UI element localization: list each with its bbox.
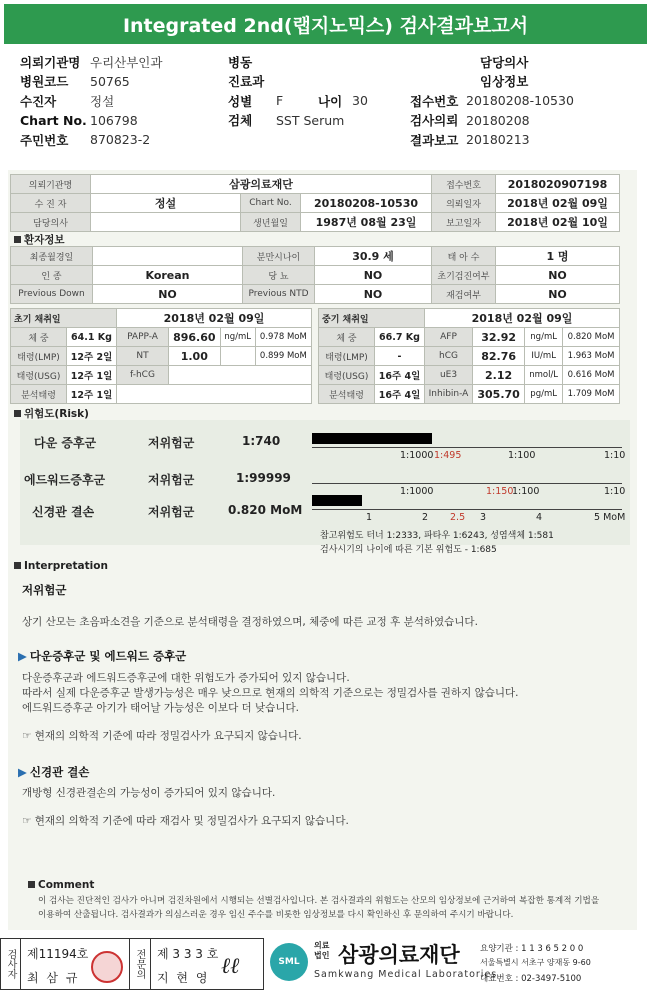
sex-value: F [276,93,284,109]
comment-title: Comment [28,879,94,891]
chart-no: 20180208-10530 [301,194,432,213]
header-label: 접수번호 [410,93,459,109]
risk-value: 0.820 MoM [228,503,303,517]
cell-label: 담당의사 [11,213,91,232]
risk-name: 다운 증후군 [34,436,97,450]
header-label: 의뢰기관명 [20,54,81,70]
cell-label: 보고일자 [432,213,496,232]
ntd-note: ☞ 현재의 의학적 기준에 따라 재검사 및 정밀검사가 요구되지 않습니다. [22,815,349,827]
reference-risk: 참고위험도 터너 1:2333, 파타우 1:6243, 성염색체 1:581 [320,531,554,541]
down-section-head: ▶ 다운증후군 및 에드워드 증후군 [18,649,187,663]
org-name: 삼광의료재단 [338,943,460,967]
header-label: 검사의뢰 [410,113,459,129]
signature: ℓℓ [221,954,240,979]
risk-name: 에드워드증후군 [24,473,106,487]
report-footer: 검사자 제11194호 최 삼 규 전문의 제 3 3 3 호 지 현 영 ℓℓ SML 의료법인 삼광의료재단 Samkwang Medical Laboratories 요양기관 : 1 1 3 6 5 2 0 0 서울특별시 서초구 양재동 9-60 대표번호 : 02-3497-5100 [0,935,651,993]
lab-logo: SML [270,943,308,981]
header-label: 병동 [228,54,253,70]
cell-label: 생년월일 [241,213,301,232]
risk-level: 저위험군 [148,505,195,519]
header-value: 50765 [90,73,130,89]
header-label: 주민번호 [20,132,69,148]
technician-name: 최 삼 규 [27,971,80,985]
header-value: 우리산부인과 [90,54,163,70]
risk-level: 저위험군 [148,473,195,487]
ntd-section-head: ▶ 신경관 결손 [18,765,90,779]
down-note: ☞ 현재의 의학적 기준에 따라 정밀검사가 요구되지 않습니다. [22,730,302,742]
birth-date: 1987년 08월 23일 [301,213,432,232]
cell-label: 수 진 자 [11,194,91,213]
specimen-value: SST Serum [276,112,345,128]
org-english-name: Samkwang Medical Laboratories [314,969,498,980]
patient-name: 정설 [91,194,241,213]
cell-label: 접수번호 [432,175,496,194]
risk-value: 1:99999 [236,471,291,485]
header-label: 결과보고 [410,132,459,148]
report-title: Integrated 2nd(랩지노믹스) 검사결과보고서 [4,4,647,44]
risk-level: 저위험군 [148,436,195,450]
receipt-number: 20180208-10530 [466,93,574,109]
doctor [91,213,241,232]
header-row [20,52,640,72]
header-label: 임상정보 [480,74,529,90]
first-trimester-table: 초기 채취일 2018년 02월 09일 체 중 64.1 Kg PAPP-A 896.60 ng/mL 0.978 MoM 태령(LMP) 12주 2일 NT 1.00 0.899 MoM 태령(USG) 12주 1일 f-hCG 분석태령 12주 1일 [10,308,312,404]
patient-name: 정설 [90,93,115,109]
signature-box: 검사자 제11194호 최 삼 규 전문의 제 3 3 3 호 지 현 영 ℓℓ [0,938,264,990]
org-type: 의료법인 [314,941,330,960]
request-info-table [10,174,620,232]
down-risk-bar [312,433,432,444]
cell-label: 의뢰일자 [432,194,496,213]
lab-name: 삼광의료재단 [91,175,432,194]
interpretation-head: 저위험군 [22,583,67,597]
doctor-name: 지 현 영 [157,971,210,985]
pointing-hand-icon: ☞ [22,730,35,742]
report-date: 2018년 02월 10일 [496,213,620,232]
header-label: 성별 [228,93,253,109]
scanned-report: 의뢰기관명 삼광의료재단 접수번호 2018020907198 수 진 자 정설 Chart No. 20180208-10530 의뢰일자 2018년 02월 09일 담당의사 생년월일 1987년 08월 23일 보고일자 2018년 02월 10일 환자정보 최종월경일 분만시나이 30.9 세 태 아 수 1 명 인 종 Korean 당 뇨 NO 초기검진여부 NO Previous Down NO Previous NTD NO 재검여부 NO 초기 채취일 2018년 02월 09일 체 중 64.1 Kg PAPP-A 896.60 ng/mL 0.978 MoM 태령(LMP) 12주 2일 NT 1.00 0.899 MoM 태령(USG) 12주 1일 f-hCG 분석태령 12주 1일 중기 채취일 2018년 02월 09일 체 중 66.7 Kg AFP 32.92 ng/mL 0.820 MoM 태령(LMP) - hCG 82.76 IU/mL 1.963 MoM 태령(USG) 16주 4일 uE3 2.12 nmol/L 0.616 MoM 분석태령 16주 4일 Inhibin-A 305.70 pg/mL 1.709 MoM 위험도(Risk) 다운 증후군 저위험군 1:740 에드워드증후군 저위험군 1:99999 신경관 결손 저위험군 0.820 MoM 1:1000 1:495 1:100 1:10 1:1000 1:150 1:100 1:10 1 2 2.5 3 4 5 MoM 참고위험도 터너 1:2333, 파타우 1:6243, 성염색체 1:581 검사시기의 나이에 따른 기본 위험도 - 1:685 Interpretation 저위험군 상기 산모는 초음파소견을 기준으로 분석태령을 결정하였으며, 체중에 따른 교정 후 분석하였습니다. ▶ 다운증후군 및 에드워드 증후군 다운증후군과 에드워드증후군에 대한 위험도가 증가되어 있지 않습니다. 따라서 실제 다운증후군 발생가능성은 매우 낮으므로 현재의 의학적 기준으로는 정밀검사를 권하지 않습니다. 에드워드증후군 아기가 태어날 가능성은 이보다 더 낮습니다. ☞ 현재의 의학적 기준에 따라 정밀검사가 요구되지 않습니다. ▶ 신경관 결손 개방형 신경관결손의 가능성이 증가되어 있지 않습니다. ☞ 현재의 의학적 기준에 따라 재검사 및 정밀검사가 요구되지 않습니다. Comment 이 검사는 진단적인 검사가 아니며 검진차원에서 시행되는 선별검사입니다. 본 검사결과의 위험도는 산모의 임상정보에 근거하여 복잡한 통계적 기법을 이용하여 산출됩니다. 검사결과가 의심스러운 경우 임신 주수를 비롯한 임상정보를 다시 확인하신 후 문의하여 주시기 바랍니다. [8,170,637,930]
header-row [20,72,640,92]
chart-number: 106798 [90,112,138,128]
risk-panel: 다운 증후군 저위험군 1:740 에드워드증후군 저위험군 1:99999 신경관 결손 저위험군 0.820 MoM 1:1000 1:495 1:100 1:10 1:1000 1:150 1:100 1:10 1 2 2.5 3 4 5 MoM 참고위험도 터너 1:2333, 파타우 1:6243, 성염색체 1:581 [20,420,630,545]
report-date: 20180213 [466,132,530,148]
header-label: 검체 [228,113,253,129]
header-label: 나이 [318,93,343,109]
patient-info-table: 최종월경일 분만시나이 30.9 세 태 아 수 1 명 인 종 Korean 당 뇨 NO 초기검진여부 NO Previous Down NO Previous NTD NO 재검여부 NO [10,246,620,304]
header-label: 진료과 [228,74,265,90]
header-label: 수진자 [20,93,57,109]
age-value: 30 [352,93,368,109]
header-label: 병원코드 [20,74,69,90]
cell-label: Chart No. [241,194,301,213]
risk-value: 1:740 [242,434,281,448]
risk-title: 위험도(Risk) [14,406,89,421]
request-date: 2018년 02월 09일 [496,194,620,213]
resident-number: 870823-2 [90,132,151,148]
header-row [20,130,640,150]
seal-stamp [91,951,123,983]
risk-name: 신경관 결손 [32,505,95,519]
report-header [20,52,640,150]
age-risk: 검사시기의 나이에 따른 기본 위험도 - 1:685 [320,545,497,555]
header-row [20,111,640,131]
header-row [20,91,640,111]
second-trimester-table: 중기 채취일 2018년 02월 09일 체 중 66.7 Kg AFP 32.92 ng/mL 0.820 MoM 태령(LMP) - hCG 82.76 IU/mL 1.963 MoM 태령(USG) 16주 4일 uE3 2.12 nmol/L 0.616 MoM 분석태령 16주 4일 Inhibin-A 305.70 pg/mL 1.709 MoM [318,308,620,404]
cell-label: 의뢰기관명 [11,175,91,194]
ntd-risk-bar [312,495,362,506]
header-label: 담당의사 [480,54,529,70]
receipt-no: 2018020907198 [496,175,620,194]
header-label: Chart No. [20,112,87,128]
pointing-hand-icon: ☞ [22,815,35,827]
request-date: 20180208 [466,112,530,128]
interpretation-title: Interpretation [14,560,108,572]
patient-info-title: 환자정보 [14,232,65,247]
